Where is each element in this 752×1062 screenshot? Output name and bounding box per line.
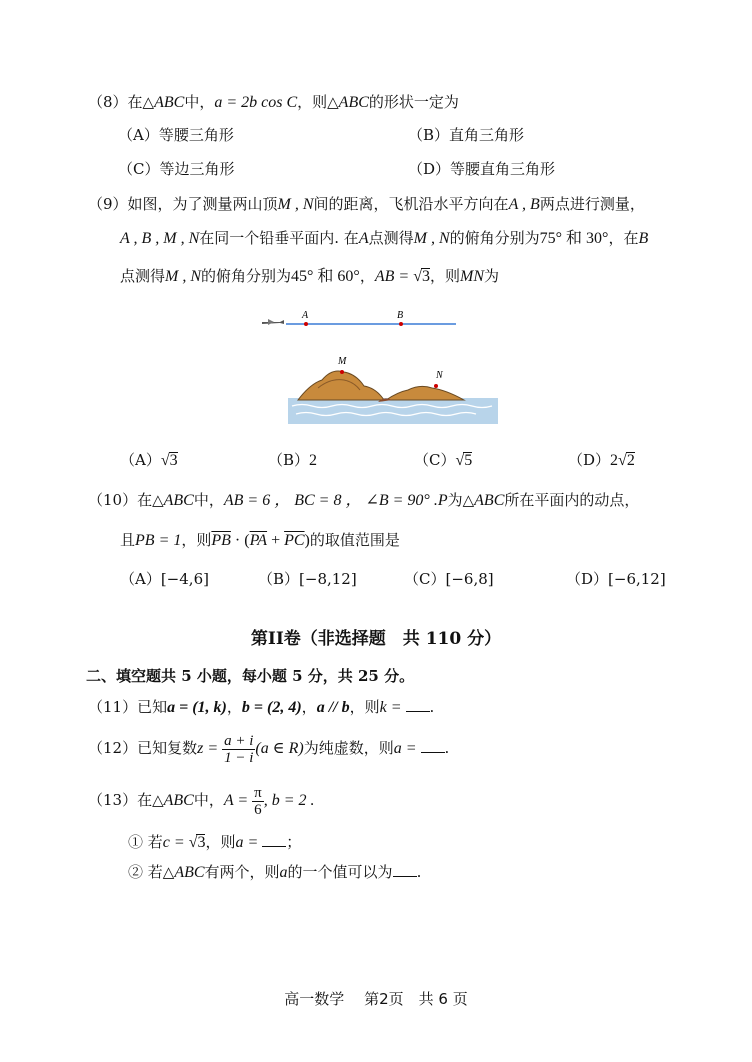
q10-line-2: 且PB = 1，则$\overline{PB} \cdot (\overline{PA} + \overline{PC})$的取值范围是 (120, 531, 400, 549)
mountains-figure (258, 308, 498, 428)
point-n (434, 384, 438, 388)
q10-option-b: （B）[−8,12] (258, 570, 357, 588)
answer-blank (393, 862, 417, 877)
page-footer: 高一数学 第2页 共 6 页 (284, 990, 468, 1008)
answer-blank (421, 738, 445, 753)
q10-option-c: （C）[−6,8] (404, 570, 494, 588)
mountain-m (298, 371, 384, 400)
q9-line-3: 点测得M , N的俯角分别为45° 和 60°，AB = √3，则MN为 (120, 267, 500, 285)
q9-option-b: （B）2 (268, 451, 318, 469)
q8-option-b: （B）直角三角形 (408, 126, 525, 144)
mountain-n (386, 386, 464, 400)
q9-line-2: A , B , M , N在同一个铅垂平面内. 在A点测得M , N的俯角分别为75° 和 30°，在B (120, 229, 649, 247)
point-a (304, 322, 308, 326)
q13-sub1: ① 若c = √3，则a = ； (128, 833, 302, 851)
label-m: M (338, 356, 347, 367)
q9-option-c: （C）√5 (414, 451, 473, 469)
airplane-icon (262, 319, 284, 325)
q13: （13）在△ABC中，A = $\frac{\pi}{6}$ , b = 2 . (88, 784, 315, 818)
q8-stem: （8）在△ABC中，a = 2b cos C，则△ABC的形状一定为 (88, 93, 459, 111)
point-b (399, 322, 403, 326)
q8-option-c: （C）等边三角形 (118, 160, 235, 178)
q11: （11）已知a = (1, k)，b = (2, 4)，a // b，则k = . (88, 698, 435, 716)
q10-option-d: （D）[−6,12] (566, 570, 666, 588)
water (288, 398, 498, 424)
label-n: N (436, 370, 443, 381)
answer-blank (406, 697, 430, 712)
q8-option-a: （A）等腰三角形 (118, 126, 234, 144)
point-m (340, 370, 344, 374)
section-subheading: 二、填空题共 5 小题，每小题 5 分，共 25 分。 (86, 667, 415, 685)
q9-line-1: （9）如图，为了测量两山顶M , N间的距离，飞机沿水平方向在A , B两点进行测量， (88, 195, 645, 213)
q12: （12）已知复数z = $\frac{a + i}{1 - i}$ (a ∈ R)为纯虚数，则a = . (88, 732, 450, 766)
answer-blank (262, 832, 286, 847)
label-a: A (302, 310, 309, 321)
q10-option-a: （A）[−4,6] (120, 570, 209, 588)
q13-sub2: ② 若△ABC有两个，则a的一个值可以为 . (128, 863, 422, 881)
q10-line-1: （10）在△ABC中，AB = 6 ， BC = 8 ， ∠B = 90° .P为△ABC所在平面内的动点， (88, 491, 640, 509)
q8-option-d: （D）等腰直角三角形 (408, 160, 556, 178)
label-b: B (397, 310, 404, 321)
q9-option-a: （A）√3 (120, 451, 178, 469)
section-heading: 第II卷（非选择题 共 110 分） (250, 629, 502, 649)
q9-option-d: （D）2√2 (568, 451, 635, 469)
